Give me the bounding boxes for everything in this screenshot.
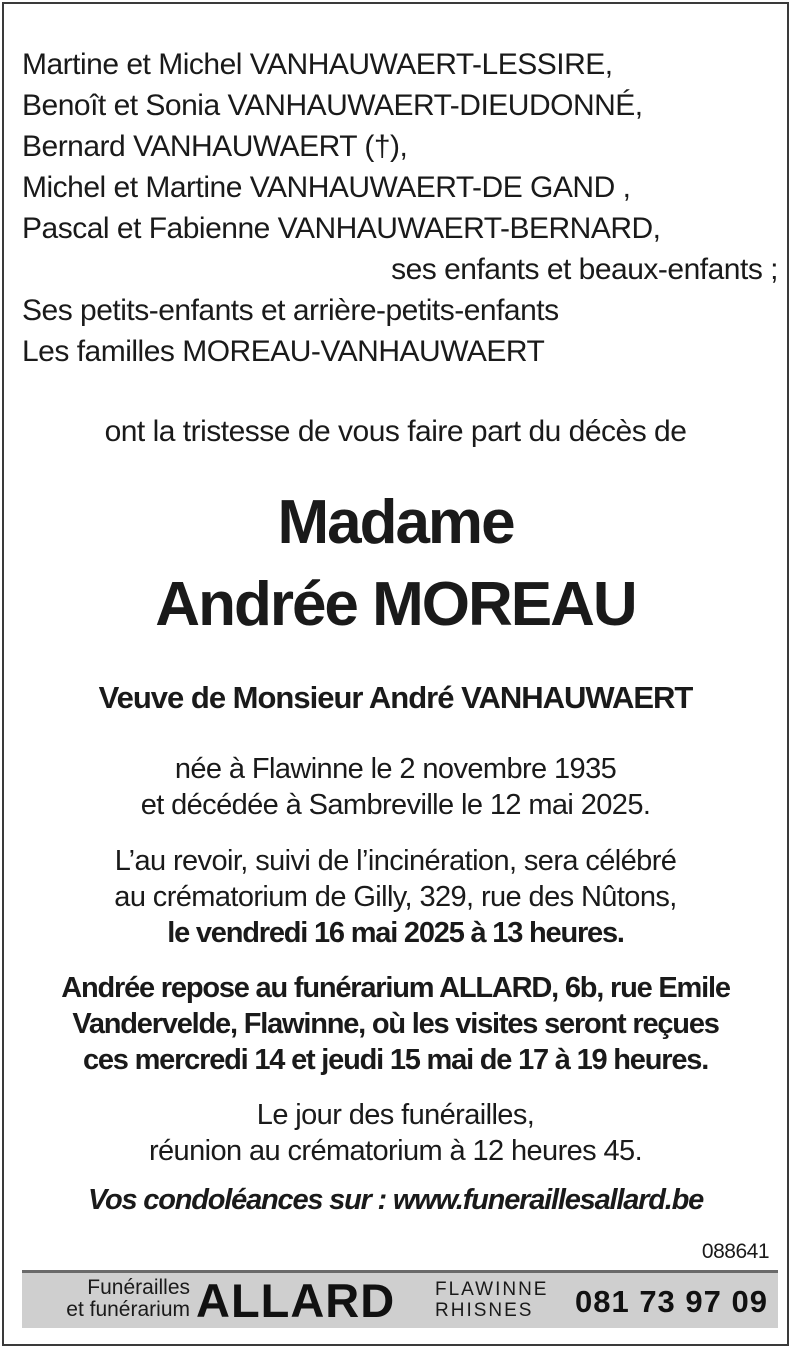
announcement-text: ont la tristesse de vous faire part du décès de <box>104 415 687 448</box>
company-locations <box>435 1279 548 1321</box>
funeral-home-banner <box>22 1270 778 1328</box>
ceremony-line-2: au crématorium de Gilly, 329, rue des Nûtons, <box>114 881 677 913</box>
family-relation: ses enfants et beaux-enfants ; <box>391 253 778 286</box>
location-2: RHISNES <box>435 1300 534 1321</box>
condolences-link[interactable]: Vos condoléances sur : www.funeraillesallard.be <box>87 1184 704 1216</box>
family-line-4: Michel et Martine VANHAUWAERT-DE GAND , <box>22 171 631 204</box>
family-line-3: Bernard VANHAUWAERT (†), <box>22 130 408 163</box>
obituary-notice <box>2 2 789 1346</box>
company-type-line-2: et funérarium <box>66 1298 190 1321</box>
families-line: Les familles MOREAU-VANHAUWAERT <box>22 335 545 368</box>
family-line-1: Martine et Michel VANHAUWAERT-LESSIRE, <box>22 48 613 81</box>
gathering-info <box>4 1097 787 1169</box>
reference-number: 088641 <box>701 1240 769 1263</box>
family-line-2: Benoît et Sonia VANHAUWAERT-DIEUDONNÉ, <box>22 89 643 122</box>
widow-of-line: Veuve de Monsieur André VANHAUWAERT <box>98 680 693 715</box>
location-1: FLAWINNE <box>435 1279 549 1300</box>
deceased-title: Madame <box>277 488 514 557</box>
company-type-line-1: Funérailles <box>87 1276 190 1299</box>
visits-line-2: Vandervelde, Flawinne, où les visites seront reçues <box>72 1008 719 1040</box>
phone-number: 081 73 97 09 <box>574 1284 768 1319</box>
death-line: et décédée à Sambreville le 12 mai 2025. <box>140 789 651 821</box>
family-list <box>22 44 778 372</box>
visits-line-1: Andrée repose au funérarium ALLARD, 6b, rue Emile <box>61 972 730 1004</box>
ceremony-line-1: L’au revoir, suivi de l’incinération, sera célébré <box>114 845 677 877</box>
birth-death-info <box>4 751 787 823</box>
ceremony-info <box>4 843 787 951</box>
deceased-name: Andrée MOREAU <box>155 570 636 639</box>
family-line-5: Pascal et Fabienne VANHAUWAERT-BERNARD, <box>22 212 661 245</box>
birth-line: née à Flawinne le 2 novembre 1935 <box>174 753 617 785</box>
visits-info <box>4 970 787 1078</box>
gathering-line-2: réunion au crématorium à 12 heures 45. <box>148 1135 643 1167</box>
brand-logo: ALLARD <box>196 1274 396 1327</box>
company-type <box>30 1277 190 1321</box>
gathering-line-1: Le jour des funérailles, <box>256 1099 535 1131</box>
grandchildren-line: Ses petits-enfants et arrière-petits-enfants <box>22 294 559 327</box>
deceased-name-block <box>4 482 787 646</box>
visits-line-3: ces mercredi 14 et jeudi 15 mai de 17 à 19 heures. <box>82 1044 709 1076</box>
ceremony-date: le vendredi 16 mai 2025 à 13 heures. <box>167 917 624 949</box>
